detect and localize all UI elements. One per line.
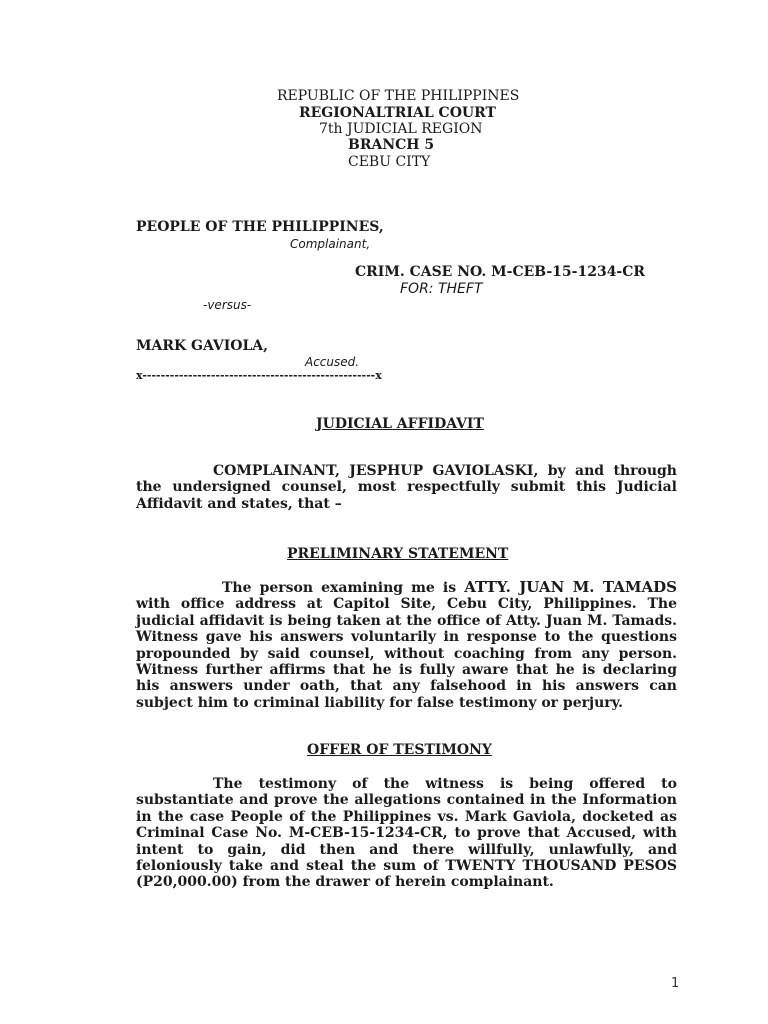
offer-paragraph — [136, 776, 677, 891]
page-number: 1 — [671, 976, 680, 991]
case-for: FOR: THEFT — [400, 281, 483, 297]
preliminary-rest: with office address at Capitol Site, Cebu City, Philippines. The judicial affidavit is being taken at the office of Atty. Juan M. Tamads. Witness gave his answers voluntarily in response to the questions propounded by said counsel, without coaching from any person. Witness further affirms that he is fully aware that he is declaring his answers under oath, that any falsehood in his answers can subject him to criminal liability for false testimony or perjury. — [136, 596, 677, 711]
intro-paragraph — [136, 463, 677, 512]
preliminary-heading: PRELIMINARY STATEMENT — [287, 546, 509, 562]
header-region: 7th JUDICIAL REGION — [319, 121, 483, 137]
versus-label: -versus- — [203, 298, 252, 312]
preliminary-paragraph — [136, 579, 677, 711]
complainant-name: PEOPLE OF THE PHILIPPINES, — [136, 219, 384, 235]
header-branch: BRANCH 5 — [348, 137, 435, 153]
caption-divider: x---------------------------------------------------x — [136, 369, 382, 382]
complainant-role: Complainant, — [290, 237, 371, 251]
intro-text: COMPLAINANT, JESPHUP GAVIOLASKI, by and through the undersigned counsel, most respectfully submit this Judicial Affidavit and states, that – — [136, 463, 677, 512]
offer-heading: OFFER OF TESTIMONY — [307, 742, 492, 758]
preliminary-lead: The person examining me is — [222, 580, 457, 596]
accused-role: Accused. — [305, 355, 360, 369]
examiner-name: ATTY. JUAN M. TAMADS — [464, 578, 677, 596]
header-republic: REPUBLIC OF THE PHILIPPINES — [277, 88, 520, 104]
offer-text: The testimony of the witness is being offered to substantiate and prove the allegations contained in the Information in the case People of the Philippines vs. Mark Gaviola, docketed as Criminal Case No. M-CEB-15-1234-CR, to prove that Accused, with intent to gain, did then and there willfully, unlawfully, and feloniously take and steal the sum of TWENTY THOUSAND PESOS (P20,000.00) from the drawer of herein complainant. — [136, 776, 677, 891]
document-title: JUDICIAL AFFIDAVIT — [316, 416, 484, 432]
accused-name: MARK GAVIOLA, — [136, 338, 269, 354]
header-city: CEBU CITY — [348, 154, 431, 170]
header-court: REGIONALTRIAL COURT — [299, 105, 496, 121]
case-number: CRIM. CASE NO. M-CEB-15-1234-CR — [355, 264, 646, 280]
